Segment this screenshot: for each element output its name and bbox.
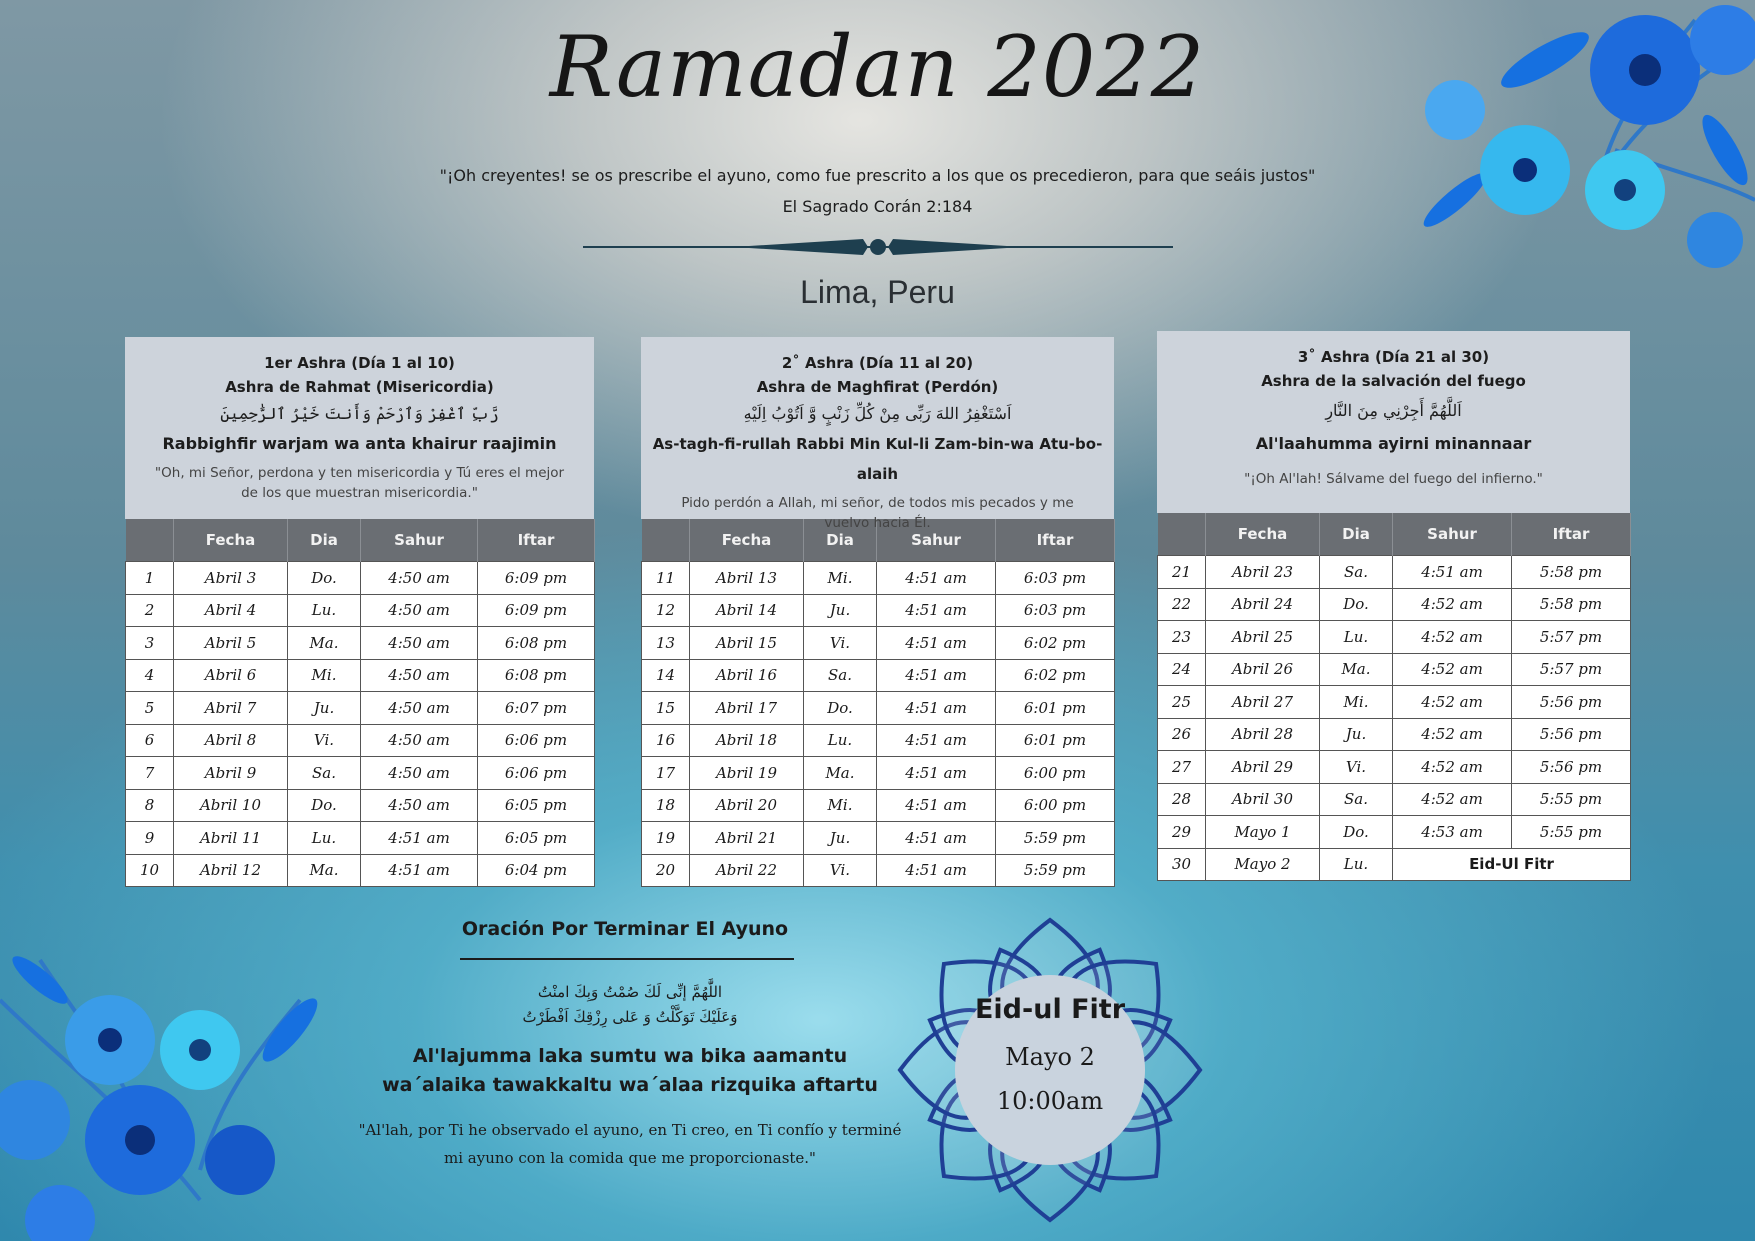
ashra-title: 2˚ Ashra (Día 11 al 20)	[781, 354, 974, 372]
table-row	[126, 822, 595, 855]
dia-cell: Ju.	[288, 692, 361, 725]
fecha-cell: Abril 28	[1206, 718, 1320, 751]
sahur-cell: 4:51 am	[877, 594, 996, 627]
col-fecha: Fecha	[1206, 513, 1320, 556]
table-row	[1158, 751, 1631, 784]
table-row	[1158, 718, 1631, 751]
iftar-cell: 6:07 pm	[478, 692, 595, 725]
ashra-subtitle: Ashra de Maghfirat (Perdón)	[756, 378, 999, 396]
table-row	[642, 724, 1115, 757]
table-row	[1158, 848, 1631, 881]
day-number: 22	[1158, 588, 1206, 621]
ashra-title: 3˚ Ashra (Día 21 al 30)	[1297, 348, 1490, 366]
city-name: Lima, Peru	[800, 274, 955, 310]
quote-source: El Sagrado Corán 2:184	[782, 197, 973, 216]
table-header-row	[126, 519, 595, 562]
iftar-cell: 5:56 pm	[1512, 718, 1631, 751]
table-row	[126, 854, 595, 887]
sahur-cell: 4:51 am	[877, 562, 996, 595]
table-row	[642, 594, 1115, 627]
sahur-cell: 4:50 am	[361, 562, 478, 595]
col-iftar: Iftar	[478, 519, 595, 562]
day-number: 5	[126, 692, 174, 725]
dia-cell: Lu.	[1320, 621, 1393, 654]
prayer-meaning	[330, 1116, 930, 1172]
iftar-cell: 6:00 pm	[996, 789, 1115, 822]
sahur-cell: 4:52 am	[1393, 653, 1512, 686]
fecha-cell: Mayo 1	[1206, 816, 1320, 849]
day-number: 11	[642, 562, 690, 595]
dia-cell: Vi.	[804, 627, 877, 660]
col-sahur: Sahur	[877, 519, 996, 562]
iftar-cell: 6:02 pm	[996, 627, 1115, 660]
table-row	[1158, 556, 1631, 589]
ashra-transliteration: Al'laahumma ayirni minannaar	[1255, 434, 1532, 453]
sahur-cell: 4:52 am	[1393, 621, 1512, 654]
iftar-cell: 5:58 pm	[1512, 556, 1631, 589]
dia-cell: Vi.	[1320, 751, 1393, 784]
table-row	[126, 562, 595, 595]
dia-cell: Ma.	[288, 854, 361, 887]
table-row	[126, 627, 595, 660]
dia-cell: Ju.	[804, 822, 877, 855]
sahur-cell: 4:50 am	[361, 692, 478, 725]
table-row	[1158, 621, 1631, 654]
fecha-cell: Abril 4	[174, 594, 288, 627]
table-row	[642, 627, 1115, 660]
fecha-cell: Abril 25	[1206, 621, 1320, 654]
col-fecha: Fecha	[174, 519, 288, 562]
sahur-cell: 4:50 am	[361, 659, 478, 692]
ashra-subtitle: Ashra de la salvación del fuego	[1261, 372, 1526, 390]
day-number: 26	[1158, 718, 1206, 751]
sahur-cell: 4:51 am	[877, 757, 996, 790]
sahur-cell: 4:50 am	[361, 627, 478, 660]
table-row	[126, 594, 595, 627]
ashra-2-rows	[642, 562, 1115, 887]
fecha-cell: Abril 10	[174, 789, 288, 822]
fecha-cell: Abril 8	[174, 724, 288, 757]
ashra-transliteration: As-tagh-fi-rullah Rabbi Min Kul-li Zam-bin-wa Atu-bo-alaih	[652, 435, 1103, 483]
fecha-cell: Abril 6	[174, 659, 288, 692]
dia-cell: Ju.	[1320, 718, 1393, 751]
prayer-translit-line: Al'lajumma laka sumtu wa bika aamantu	[412, 1045, 848, 1067]
fecha-cell: Abril 16	[690, 659, 804, 692]
day-number: 28	[1158, 783, 1206, 816]
ashra-subtitle: Ashra de Rahmat (Misericordia)	[225, 378, 494, 396]
sahur-cell: 4:51 am	[877, 627, 996, 660]
col-dia: Dia	[804, 519, 877, 562]
fecha-cell: Abril 14	[690, 594, 804, 627]
day-number: 20	[642, 854, 690, 887]
sahur-cell: 4:51 am	[877, 822, 996, 855]
fecha-cell: Abril 27	[1206, 686, 1320, 719]
day-number: 29	[1158, 816, 1206, 849]
iftar-cell: 6:01 pm	[996, 692, 1115, 725]
table-row	[126, 789, 595, 822]
table-row	[1158, 816, 1631, 849]
dia-cell: Sa.	[288, 757, 361, 790]
day-number: 4	[126, 659, 174, 692]
quran-quote: "¡Oh creyentes! se os prescribe el ayuno, como fue prescrito a los que os precedieron, para que seáis justos"	[439, 166, 1316, 185]
ashra-transliteration: Rabbighfir warjam wa anta khairur raajimin	[162, 434, 557, 453]
dia-cell: Mi.	[804, 562, 877, 595]
day-number: 12	[642, 594, 690, 627]
table-row	[1158, 783, 1631, 816]
col-dia: Dia	[1320, 513, 1393, 556]
fecha-cell: Abril 7	[174, 692, 288, 725]
sahur-cell: 4:50 am	[361, 594, 478, 627]
fecha-cell: Abril 5	[174, 627, 288, 660]
iftar-cell: 5:58 pm	[1512, 588, 1631, 621]
day-number: 1	[126, 562, 174, 595]
fecha-cell: Abril 3	[174, 562, 288, 595]
ashra-1-panel	[125, 337, 594, 887]
dia-cell: Lu.	[288, 594, 361, 627]
ashra-meaning: Pido perdón a Allah, mi señor, de todos mis pecados y me vuelvo hacia Él.	[681, 495, 1074, 531]
dia-cell: Do.	[804, 692, 877, 725]
page-title: Ramadan 2022	[549, 18, 1206, 116]
ashra-2-table	[641, 519, 1115, 887]
ashra-3-rows	[1158, 556, 1631, 881]
iftar-cell: 6:05 pm	[478, 789, 595, 822]
day-number: 19	[642, 822, 690, 855]
ashra-2-header	[641, 337, 1114, 531]
table-row	[642, 822, 1115, 855]
ashra-3-header	[1157, 331, 1630, 513]
fecha-cell: Mayo 2	[1206, 848, 1320, 881]
iftar-cell: 6:02 pm	[996, 659, 1115, 692]
col-num	[126, 519, 174, 562]
ashra-meaning: "¡Oh Al'lah! Sálvame del fuego del infierno."	[1244, 471, 1543, 487]
col-num	[642, 519, 690, 562]
dia-cell: Ma.	[1320, 653, 1393, 686]
iftar-cell: 5:59 pm	[996, 854, 1115, 887]
dia-cell: Mi.	[804, 789, 877, 822]
dia-cell: Ma.	[804, 757, 877, 790]
dia-cell: Sa.	[804, 659, 877, 692]
col-num	[1158, 513, 1206, 556]
sahur-cell: 4:52 am	[1393, 718, 1512, 751]
day-number: 27	[1158, 751, 1206, 784]
prayer-arabic	[330, 980, 930, 1030]
fecha-cell: Abril 9	[174, 757, 288, 790]
dia-cell: Sa.	[1320, 556, 1393, 589]
sahur-cell: 4:51 am	[877, 659, 996, 692]
table-row	[642, 692, 1115, 725]
dia-cell: Vi.	[288, 724, 361, 757]
prayer-arabic-line: وَعَلَيْكَ تَوَكَّلْتُ وَ عَلى رِزْقِكَ اَفْطَرْتُ	[522, 1008, 738, 1026]
col-iftar: Iftar	[996, 519, 1115, 562]
table-row	[126, 724, 595, 757]
day-number: 24	[1158, 653, 1206, 686]
eid-name: Eid-ul Fitr	[974, 994, 1126, 1025]
iftar-cell: 5:57 pm	[1512, 653, 1631, 686]
day-number: 16	[642, 724, 690, 757]
iftar-cell: 6:08 pm	[478, 659, 595, 692]
prayer-meaning-line: "Al'lah, por Ti he observado el ayuno, en Ti creo, en Ti confío y terminé	[358, 1121, 902, 1139]
col-fecha: Fecha	[690, 519, 804, 562]
fecha-cell: Abril 13	[690, 562, 804, 595]
col-sahur: Sahur	[1393, 513, 1512, 556]
table-row	[642, 562, 1115, 595]
day-number: 14	[642, 659, 690, 692]
day-number: 13	[642, 627, 690, 660]
iftar-cell: 5:59 pm	[996, 822, 1115, 855]
ashra-2-panel	[641, 337, 1114, 887]
fecha-cell: Abril 11	[174, 822, 288, 855]
day-number: 6	[126, 724, 174, 757]
fecha-cell: Abril 30	[1206, 783, 1320, 816]
fecha-cell: Abril 19	[690, 757, 804, 790]
prayer-transliteration	[330, 1042, 930, 1100]
sahur-cell: 4:52 am	[1393, 588, 1512, 621]
sahur-cell: 4:52 am	[1393, 783, 1512, 816]
sahur-cell: 4:51 am	[361, 822, 478, 855]
prayer-translit-line: wa´alaika tawakkaltu wa´alaa rizquika aftartu	[382, 1074, 878, 1096]
sahur-cell: 4:50 am	[361, 724, 478, 757]
sahur-cell: 4:50 am	[361, 757, 478, 790]
fecha-cell: Abril 21	[690, 822, 804, 855]
iftar-cell: 6:01 pm	[996, 724, 1115, 757]
ashra-arabic-dua: رَّبِّ ٱغْفِرْ وَٱرْحَمْ وَأَنتَ خَيْرُ ٱلرَّٰحِمِينَ	[220, 404, 499, 423]
table-row	[126, 692, 595, 725]
table-row	[642, 789, 1115, 822]
prayer-meaning-line: mi ayuno con la comida que me proporcionaste."	[444, 1149, 816, 1167]
ashra-meaning: "Oh, mi Señor, perdona y ten misericordia y Tú eres el mejor de los que muestran misericordia."	[154, 465, 565, 501]
sahur-cell: 4:51 am	[1393, 556, 1512, 589]
fecha-cell: Abril 22	[690, 854, 804, 887]
iftar-cell: 6:00 pm	[996, 757, 1115, 790]
eid-info	[955, 985, 1145, 1123]
fecha-cell: Abril 15	[690, 627, 804, 660]
table-row	[126, 757, 595, 790]
dia-cell: Vi.	[804, 854, 877, 887]
day-number: 8	[126, 789, 174, 822]
sahur-cell: 4:53 am	[1393, 816, 1512, 849]
ashra-3-panel	[1157, 331, 1630, 881]
dia-cell: Do.	[288, 562, 361, 595]
day-number: 3	[126, 627, 174, 660]
eid-time: 10:00am	[996, 1087, 1104, 1115]
dia-cell: Mi.	[1320, 686, 1393, 719]
iftar-cell: 6:03 pm	[996, 594, 1115, 627]
iftar-cell: 6:04 pm	[478, 854, 595, 887]
iftar-cell: 6:06 pm	[478, 724, 595, 757]
fecha-cell: Abril 23	[1206, 556, 1320, 589]
table-row	[1158, 686, 1631, 719]
table-row	[1158, 588, 1631, 621]
sahur-cell: 4:51 am	[361, 854, 478, 887]
iftar-cell: 6:03 pm	[996, 562, 1115, 595]
sahur-cell: 4:52 am	[1393, 751, 1512, 784]
table-row	[642, 854, 1115, 887]
day-number: 17	[642, 757, 690, 790]
iftar-cell: 6:08 pm	[478, 627, 595, 660]
iftar-cell: 5:57 pm	[1512, 621, 1631, 654]
day-number: 10	[126, 854, 174, 887]
dia-cell: Lu.	[288, 822, 361, 855]
day-number: 21	[1158, 556, 1206, 589]
iftar-cell: 5:55 pm	[1512, 816, 1631, 849]
day-number: 30	[1158, 848, 1206, 881]
iftar-cell: 5:55 pm	[1512, 783, 1631, 816]
fecha-cell: Abril 17	[690, 692, 804, 725]
dia-cell: Ma.	[288, 627, 361, 660]
ashra-1-rows	[126, 562, 595, 887]
dia-cell: Do.	[1320, 588, 1393, 621]
fecha-cell: Abril 12	[174, 854, 288, 887]
day-number: 2	[126, 594, 174, 627]
sahur-cell: 4:52 am	[1393, 686, 1512, 719]
sahur-cell: 4:51 am	[877, 724, 996, 757]
dia-cell: Ju.	[804, 594, 877, 627]
fecha-cell: Abril 24	[1206, 588, 1320, 621]
table-row	[642, 659, 1115, 692]
iftar-cell: 5:56 pm	[1512, 686, 1631, 719]
dia-cell: Do.	[288, 789, 361, 822]
fecha-cell: Abril 29	[1206, 751, 1320, 784]
dia-cell: Lu.	[804, 724, 877, 757]
iftar-cell: 6:05 pm	[478, 822, 595, 855]
prayer-title-underline	[460, 958, 794, 960]
table-row	[126, 659, 595, 692]
sahur-cell: 4:51 am	[877, 854, 996, 887]
flower-cluster-bottom-left-icon	[0, 940, 360, 1241]
col-dia: Dia	[288, 519, 361, 562]
ashra-1-table	[125, 519, 595, 887]
fecha-cell: Abril 20	[690, 789, 804, 822]
iftar-cell: 6:06 pm	[478, 757, 595, 790]
day-number: 7	[126, 757, 174, 790]
dia-cell: Lu.	[1320, 848, 1393, 881]
dia-cell: Do.	[1320, 816, 1393, 849]
dia-cell: Sa.	[1320, 783, 1393, 816]
eid-date: Mayo 2	[1005, 1043, 1095, 1071]
ashra-arabic-dua: اَسْتَغْفِرُ اللهَ رَبِّى مِنْ كُلِّ زَنْبٍ وَّ اَتُوْبُ اِلَيْهِ	[743, 404, 1012, 423]
sahur-cell: 4:50 am	[361, 789, 478, 822]
iftar-cell: 6:09 pm	[478, 562, 595, 595]
day-number: 15	[642, 692, 690, 725]
dia-cell: Mi.	[288, 659, 361, 692]
ashra-1-header	[125, 337, 594, 519]
ornamental-divider-icon	[583, 234, 1173, 260]
ashra-arabic-dua: اَللَّهُمَّ أَجِرْنِي مِنَ النَّارِ	[1325, 401, 1462, 420]
day-number: 9	[126, 822, 174, 855]
sahur-cell: 4:51 am	[877, 692, 996, 725]
iftar-cell: 6:09 pm	[478, 594, 595, 627]
day-number: 23	[1158, 621, 1206, 654]
day-number: 25	[1158, 686, 1206, 719]
prayer-title: Oración Por Terminar El Ayuno	[461, 918, 789, 940]
col-iftar: Iftar	[1512, 513, 1631, 556]
iftar-cell: 5:56 pm	[1512, 751, 1631, 784]
day-number: 18	[642, 789, 690, 822]
fecha-cell: Abril 18	[690, 724, 804, 757]
ashra-title: 1er Ashra (Día 1 al 10)	[264, 354, 455, 372]
table-row	[642, 757, 1115, 790]
fecha-cell: Abril 26	[1206, 653, 1320, 686]
ashra-3-table	[1157, 513, 1631, 881]
col-sahur: Sahur	[361, 519, 478, 562]
prayer-arabic-line: اللَّٰهُمَّ إنِّى لَكَ صُمْتُ وَبِكَ امنْتُ	[537, 983, 723, 1001]
eid-cell: Eid-Ul Fitr	[1393, 848, 1631, 881]
table-header-row	[1158, 513, 1631, 556]
sahur-cell: 4:51 am	[877, 789, 996, 822]
table-row	[1158, 653, 1631, 686]
